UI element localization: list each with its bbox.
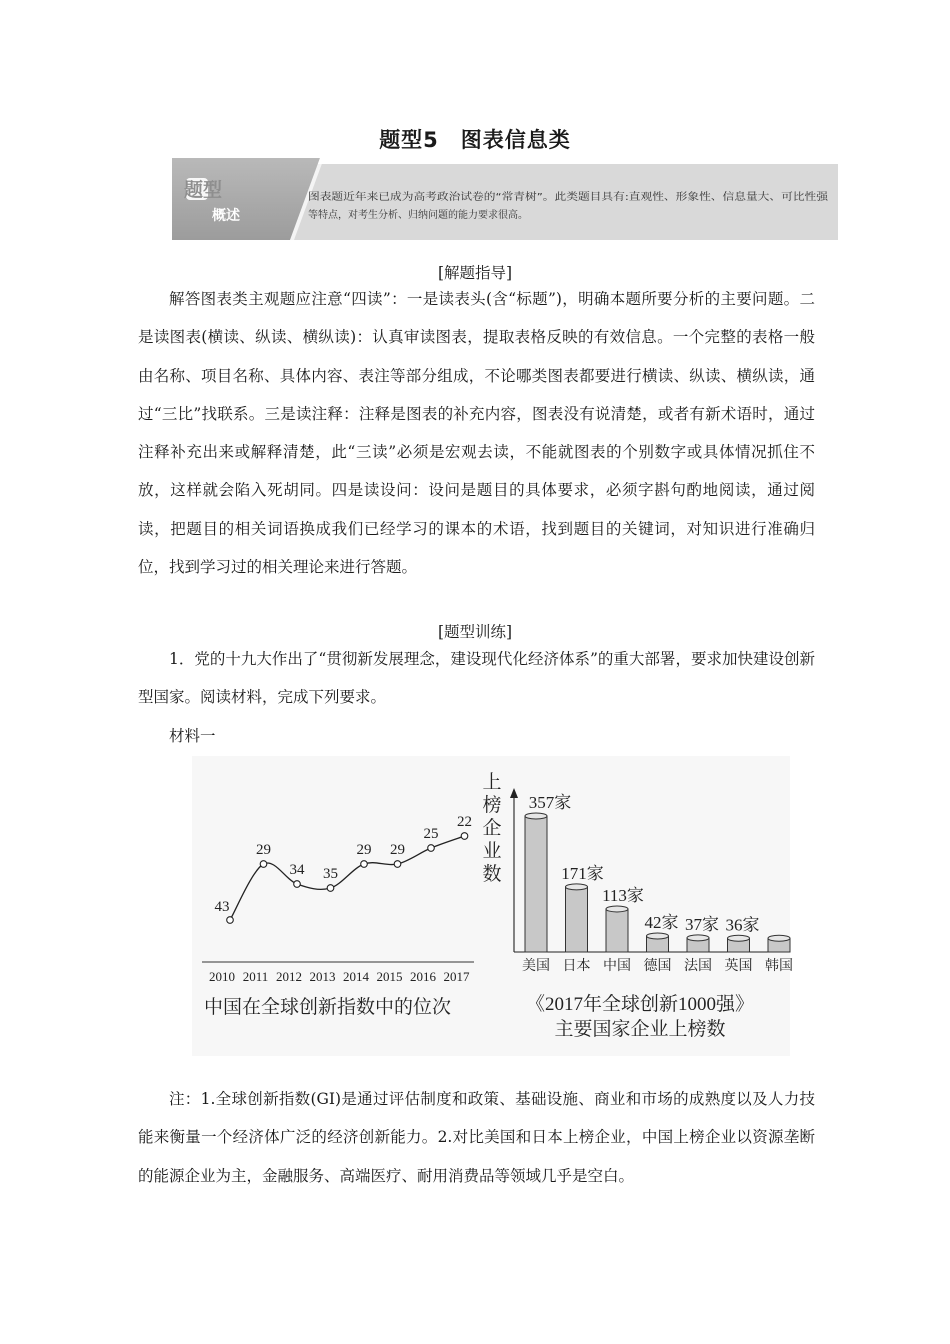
bar-chart-title: 《2017年全球创新1000强》 <box>525 994 755 1015</box>
bar-value-label: 171家 <box>561 863 604 883</box>
bar-top <box>687 935 709 941</box>
banner-graphic <box>172 158 838 240</box>
bar <box>525 816 547 952</box>
question-1: 1．党的十九大作出了“贯彻新发展理念，建设现代化经济体系”的重大部署，要求加快建设创新型国家。阅读材料，完成下列要求。 <box>138 650 815 707</box>
banner-text-line2: 等特点，对考生分析、归纳问题的能力要求很高。 <box>308 210 528 221</box>
bar-ylabel-char: 企 <box>482 818 502 839</box>
banner-text-line1: 图表题近年来已成为高考政治试卷的“常青树”。此类题目具有:直观性、形象性、信息量大、可比性强 <box>308 192 752 203</box>
rank-point <box>394 861 401 868</box>
overview-banner <box>172 158 838 240</box>
tag-small: 概述 <box>212 207 240 223</box>
bar <box>606 909 628 952</box>
bar <box>566 887 588 952</box>
bar-top <box>566 884 588 890</box>
bar-x-tick: 韩国 <box>765 959 793 974</box>
rank-point <box>294 881 301 888</box>
tag-big: 题型 <box>184 180 223 201</box>
bar-chart-subtitle: 主要国家企业上榜数 <box>554 1019 726 1040</box>
bar-x-tick: 法国 <box>684 959 712 974</box>
rank-value-label: 43 <box>214 899 230 915</box>
bar-top <box>647 933 669 939</box>
rank-value-label: 22 <box>457 814 472 830</box>
bar-x-tick: 日本 <box>562 959 591 974</box>
rank-point <box>260 861 267 868</box>
rank-point <box>361 861 368 868</box>
bar-x-tick: 中国 <box>603 959 631 974</box>
guide-body: 解答图表类主观题应注意“四读”：一是读表头(含“标题”)，明确本题所要分析的主要问题。二是读图表(横读、纵读、横纵读)：认真审读图表，提取表格反映的有效信息。一个完整的表格一般由名称、项目名称、具体内容、表注等部分组成，不论哪类图表都要进行横读、纵读、横纵读，通过“三比”找联系。三是读注释：注释是图表的补充内容，图表没有说清楚，或者有新术语时，通过注释补充出来或解释清楚，此“三读”必须是宏观去读，不能就图表的个别数字或具体情况抓住不放，这样就会陷入死胡同。四是读设问：设问是题目的具体要求，必须字斟句酌地阅读，通过阅读，把题目的相关词语换成我们已经学习的课本的术语，找到题目的关键词，对知识进行准确归位，找到学习过的相关理论来进行答题。 <box>138 290 815 577</box>
bar-ylabel-char: 上 <box>482 772 502 793</box>
bar-ylabel-char: 业 <box>482 841 502 862</box>
bar-value-label: 357家 <box>528 793 572 812</box>
page-title: 题型5 图表信息类 <box>379 128 571 152</box>
rank-x-tick: 2010 <box>209 969 235 984</box>
material-label: 材料一 <box>169 727 216 745</box>
training-heading: [题型训练] <box>437 623 513 641</box>
rank-point <box>227 917 234 924</box>
rank-point <box>428 845 435 852</box>
guide-heading: [解题指导] <box>437 264 513 282</box>
bar-value-label: 37家 <box>685 914 719 934</box>
charts <box>192 756 793 1056</box>
rank-point <box>461 833 468 840</box>
rank-point <box>327 885 334 892</box>
rank-value-label: 25 <box>423 826 439 842</box>
bar-x-tick: 英国 <box>724 959 753 974</box>
bar-ylabel-char: 榜 <box>482 795 502 816</box>
bar-top <box>768 935 790 941</box>
rank-x-tick: 2012 <box>276 969 302 984</box>
rank-x-tick: 2011 <box>242 969 269 984</box>
rank-x-tick: 2014 <box>343 969 369 984</box>
rank-value-label: 35 <box>323 866 338 882</box>
bar-x-tick: 德国 <box>643 959 672 974</box>
rank-x-tick: 2013 <box>309 969 336 984</box>
material-figure <box>192 756 793 1056</box>
rank-value-label: 29 <box>256 842 271 858</box>
bar-top <box>525 813 547 819</box>
rank-value-label: 29 <box>390 842 405 858</box>
rank-value-label: 29 <box>356 842 372 858</box>
bar-top <box>728 935 750 941</box>
note: 注：1.全球创新指数(GI)是通过评估制度和政策、基础设施、商业和市场的成熟度以及人力技能来衡量一个经济体广泛的经济创新能力。2.对比美国和日本上榜企业，中国上榜企业以资源垄断的能源企业为主，金融服务、高端医疗、耐用消费品等领域几乎是空白。 <box>138 1090 815 1185</box>
rank-value-label: 34 <box>289 862 305 878</box>
bar-x-tick: 美国 <box>522 959 550 974</box>
bar-value-label: 113家 <box>602 885 644 905</box>
bar-top <box>606 906 628 912</box>
rank-x-tick: 2015 <box>376 969 403 984</box>
bar-value-label: 36家 <box>725 915 760 935</box>
rank-chart-title: 中国在全球创新指数中的位次 <box>204 997 452 1018</box>
bar-ylabel-char: 数 <box>482 864 502 885</box>
rank-x-tick: 2017 <box>443 969 470 984</box>
rank-x-tick: 2016 <box>410 969 436 984</box>
bar-value-label: 42家 <box>644 913 679 932</box>
